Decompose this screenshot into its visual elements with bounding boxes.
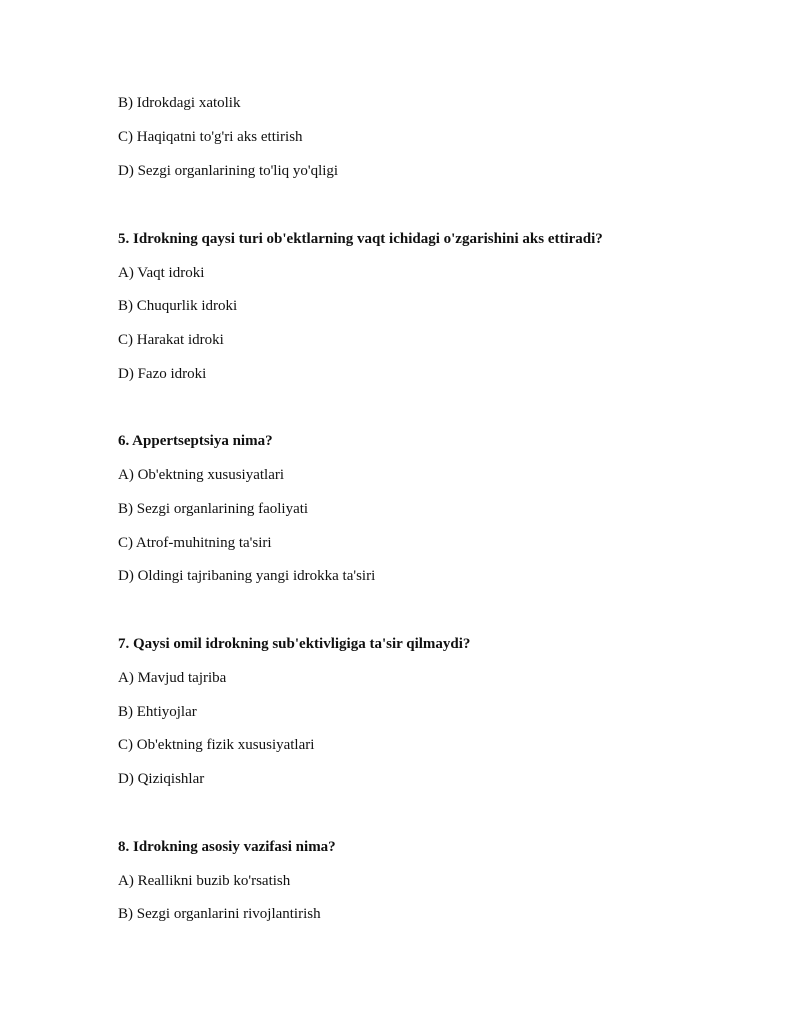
question-6: 6. Appertseptsiya nima? xyxy=(118,433,273,449)
option-prev-c: C) Haqiqatni to'g'ri aks ettirish xyxy=(118,129,303,145)
q6-option-d: D) Oldingi tajribaning yangi idrokka ta'siri xyxy=(118,568,376,584)
q8-option-b: B) Sezgi organlarini rivojlantirish xyxy=(118,906,321,922)
q5-option-c: C) Harakat idroki xyxy=(118,332,224,348)
q6-option-b: B) Sezgi organlarining faoliyati xyxy=(118,501,309,517)
q8-option-a: A) Reallikni buzib ko'rsatish xyxy=(118,873,291,889)
question-8: 8. Idrokning asosiy vazifasi nima? xyxy=(118,839,336,855)
q7-option-b: B) Ehtiyojlar xyxy=(118,704,197,720)
question-7: 7. Qaysi omil idrokning sub'ektivligiga ta'sir qilmaydi? xyxy=(118,636,471,652)
q5-option-d: D) Fazo idroki xyxy=(118,366,207,382)
q7-option-d: D) Qiziqishlar xyxy=(118,771,205,787)
question-5: 5. Idrokning qaysi turi ob'ektlarning vaqt ichidagi o'zgarishini aks ettiradi? xyxy=(118,231,603,247)
q5-option-b: B) Chuqurlik idroki xyxy=(118,298,238,314)
q7-option-a: A) Mavjud tajriba xyxy=(118,670,227,686)
option-prev-d: D) Sezgi organlarining to'liq yo'qligi xyxy=(118,163,339,179)
q5-option-a: A) Vaqt idroki xyxy=(118,265,205,281)
q6-option-c: C) Atrof-muhitning ta'siri xyxy=(118,535,272,551)
q7-option-c: C) Ob'ektning fizik xususiyatlari xyxy=(118,737,315,753)
q6-option-a: A) Ob'ektning xususiyatlari xyxy=(118,467,285,483)
option-prev-b: B) Idrokdagi xatolik xyxy=(118,95,241,111)
